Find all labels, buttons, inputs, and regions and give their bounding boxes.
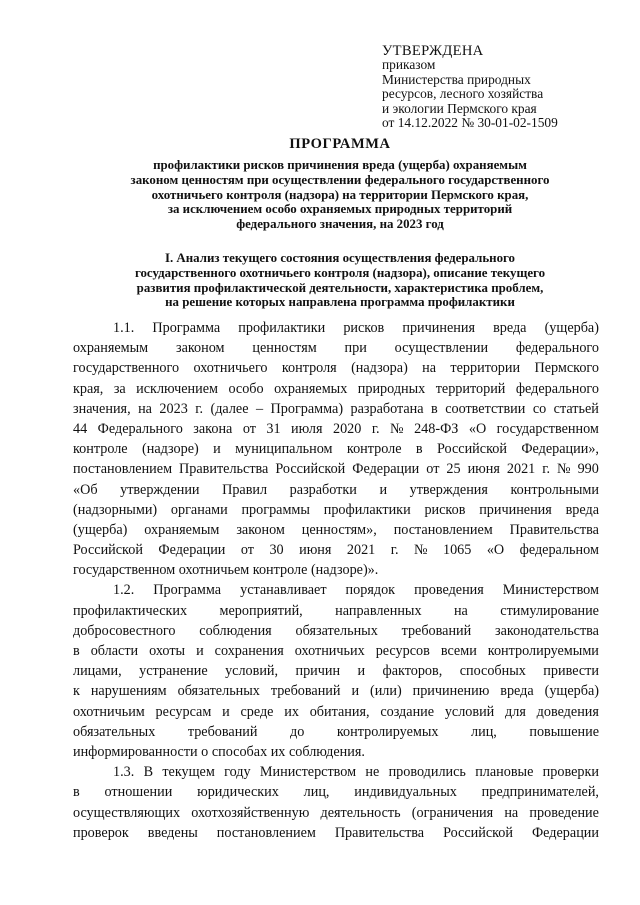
word: лиц, xyxy=(471,723,497,740)
word: Федерации xyxy=(531,824,599,841)
word: программы xyxy=(241,501,310,518)
word: утверждении xyxy=(120,481,200,498)
paragraph-line xyxy=(73,782,599,802)
word: и xyxy=(213,441,221,458)
paragraph-line xyxy=(73,742,599,762)
word: до xyxy=(290,723,305,740)
paragraph-1-1 xyxy=(73,318,599,580)
paragraph-line xyxy=(73,540,599,560)
word: при xyxy=(344,340,367,357)
word: края, xyxy=(73,380,104,397)
approval-line: ресурсов, лесного хозяйства xyxy=(382,86,544,102)
paragraph-line xyxy=(73,379,599,399)
word: мероприятий, xyxy=(219,602,303,619)
word: и xyxy=(222,703,230,720)
word: Федерального xyxy=(97,420,183,437)
word: июня xyxy=(467,461,500,478)
paragraph-line xyxy=(73,520,599,540)
word: и xyxy=(357,663,366,680)
word: проверок xyxy=(73,824,129,841)
word: проверки xyxy=(542,764,599,781)
word: № xyxy=(557,461,571,478)
word: всеми xyxy=(440,643,477,659)
word: требований xyxy=(187,723,258,740)
subtitle-line: федерального значения, на 2023 год xyxy=(236,217,444,232)
document-title: ПРОГРАММА xyxy=(289,136,391,152)
word: 248-ФЗ xyxy=(414,420,459,437)
word: г. xyxy=(195,400,204,417)
paragraph-line xyxy=(73,722,599,742)
section-heading-line: развития профилактической деятельности, характеристика проблем, xyxy=(136,280,544,295)
word: в xyxy=(73,643,80,659)
word: добросовестного xyxy=(73,622,176,639)
section-heading xyxy=(60,251,620,310)
subtitle-line: профилактики рисков причинения вреда (ущерба) охраняемым xyxy=(153,158,527,172)
word: в xyxy=(431,400,438,417)
word: исключением xyxy=(136,380,218,397)
word: в xyxy=(73,784,80,801)
word: Программа xyxy=(153,582,222,599)
word: разработана xyxy=(350,400,424,417)
word: (надзоре) xyxy=(142,441,199,458)
paragraph-line xyxy=(73,439,599,459)
word: Российской xyxy=(437,441,507,458)
word: федерального xyxy=(515,340,599,357)
word: юридических xyxy=(197,784,279,801)
paragraph-line xyxy=(73,500,599,520)
word: причин xyxy=(295,663,341,680)
word: органами xyxy=(170,501,228,518)
word: контроля xyxy=(281,360,337,377)
word: «О xyxy=(468,420,487,437)
word: в xyxy=(415,441,423,458)
word: июля xyxy=(291,420,323,437)
paragraph-line xyxy=(73,580,599,600)
word: проведения xyxy=(414,582,484,599)
paragraph-text: государственном охотничьем контроле (надзоре)». xyxy=(73,562,379,579)
word: (далее xyxy=(210,400,249,417)
word: постановлением xyxy=(393,521,493,538)
word: государственного xyxy=(73,360,180,377)
word: ресурсам xyxy=(155,703,212,720)
word: Правительства xyxy=(334,824,425,841)
word: 1.1. xyxy=(113,320,135,336)
word: контролируемыми xyxy=(487,643,599,659)
word: от xyxy=(426,461,440,478)
word: способных xyxy=(459,663,526,680)
word: особо xyxy=(228,380,264,397)
word: соблюдения xyxy=(199,622,272,639)
word: 44 xyxy=(73,420,88,437)
word: и xyxy=(196,643,204,659)
word: охоты xyxy=(149,643,186,659)
paragraph-line xyxy=(73,823,599,843)
word: 2021 xyxy=(506,461,536,478)
word: на xyxy=(453,602,468,619)
word: (надзора) xyxy=(351,360,408,377)
word: привести xyxy=(543,663,599,680)
word: законодательства xyxy=(495,622,599,639)
word: Российской xyxy=(443,824,513,841)
word: от xyxy=(242,420,256,437)
subtitle-line: за исключением особо охраняемых природных территорий xyxy=(167,202,513,217)
word: индивидуальных xyxy=(354,784,457,801)
word: территории xyxy=(450,360,521,377)
word: области xyxy=(90,643,139,659)
word: постановлением xyxy=(73,461,173,478)
word: 1.2. xyxy=(113,582,135,599)
word: осуществлении xyxy=(394,340,489,357)
word: профилактики xyxy=(323,501,411,518)
word: муниципальном xyxy=(235,441,333,458)
word: году xyxy=(224,764,251,781)
word: В xyxy=(143,764,154,781)
word: их xyxy=(284,703,299,720)
word: рисков xyxy=(343,320,385,336)
word: стимулирование xyxy=(500,602,599,619)
word: Российской xyxy=(73,542,143,559)
word: для xyxy=(505,703,526,720)
word: устранение xyxy=(139,663,208,680)
paragraph-line xyxy=(73,681,599,701)
word: ценностям», xyxy=(301,521,377,538)
word: порядок xyxy=(345,582,396,599)
word: контроле xyxy=(346,441,402,458)
approval-order-number: от 14.12.2022 № 30-01-02-1509 xyxy=(382,115,558,131)
word: Министерством xyxy=(502,582,599,599)
word: устанавливает xyxy=(240,582,327,599)
word: статьей xyxy=(553,400,599,417)
paragraph-line xyxy=(73,399,599,419)
paragraph-line xyxy=(73,621,599,641)
word: (ущерба) xyxy=(544,683,599,700)
word: охраняемым xyxy=(73,340,149,357)
word: июня xyxy=(299,542,332,559)
paragraph-line xyxy=(73,358,599,378)
word: № xyxy=(390,420,404,437)
word: сохранения xyxy=(214,643,284,659)
subtitle-line: охотничьего контроля (надзора) на территории Пермского края, xyxy=(151,187,529,202)
word: 2021 xyxy=(346,542,376,559)
word: отношении xyxy=(104,784,173,801)
word: условий xyxy=(444,703,495,720)
word: Программа) xyxy=(270,400,344,417)
word: предпринимателей, xyxy=(481,784,599,801)
word: нарушениям xyxy=(90,683,167,700)
word: причинения xyxy=(402,320,475,336)
word: повышение xyxy=(529,723,599,740)
word: к xyxy=(73,683,80,700)
word: требований xyxy=(401,622,472,639)
word: охотничьего xyxy=(193,360,268,377)
word: утверждения xyxy=(409,481,488,498)
paragraph-line xyxy=(73,661,599,681)
paragraph-1-3 xyxy=(73,762,599,843)
word: 25 xyxy=(446,461,461,478)
word: «О xyxy=(486,542,505,559)
word: Правительства xyxy=(179,461,269,478)
paragraph-line xyxy=(73,318,599,338)
paragraph-line xyxy=(73,338,599,358)
word: (ограничения xyxy=(411,804,494,821)
word: охраняемым xyxy=(144,521,220,538)
word: (ущерба) xyxy=(73,521,128,538)
word: 990 xyxy=(577,461,599,478)
section-heading-line: I. Анализ текущего состояния осуществления федерального xyxy=(164,251,516,265)
approval-stamp xyxy=(382,44,622,130)
word: Российской xyxy=(275,461,346,478)
word: со xyxy=(532,400,547,417)
word: введены xyxy=(147,824,198,841)
word: создание xyxy=(380,703,435,720)
word: закона xyxy=(193,420,233,437)
word: вреда xyxy=(565,501,599,518)
word: проведение xyxy=(529,804,599,821)
word: не xyxy=(365,764,380,781)
word: осуществляющих xyxy=(73,804,181,821)
word: плановые xyxy=(475,764,534,781)
word: (надзорными) xyxy=(73,501,158,518)
word: разработки xyxy=(289,481,357,498)
word: 2023 xyxy=(159,400,188,417)
subtitle-line: законом ценностям при осуществлении федерального государственного xyxy=(130,172,550,187)
word: федеральном xyxy=(519,542,599,559)
body-text xyxy=(73,318,599,843)
paragraph-line xyxy=(73,762,599,782)
word: (или) xyxy=(369,683,402,700)
word: деятельность xyxy=(320,804,401,821)
word: текущем xyxy=(162,764,215,781)
approval-line: и экологии Пермского края xyxy=(382,100,537,116)
word: значения, xyxy=(73,400,131,417)
paragraph-line xyxy=(73,419,599,439)
word: контрольными xyxy=(510,481,599,498)
section-heading-line: государственного охотничьего контроля (надзора), описание текущего xyxy=(134,265,546,280)
word: контроле xyxy=(73,441,128,458)
word: охотхозяйственную xyxy=(191,804,310,821)
word: 1065 xyxy=(442,542,472,559)
word: обязательных xyxy=(295,622,378,639)
word: г. xyxy=(371,420,380,437)
word: Правил xyxy=(222,481,268,498)
word: факторов, xyxy=(382,663,443,680)
word: лицами, xyxy=(73,663,122,680)
word: Федерации xyxy=(158,542,226,559)
paragraph-line xyxy=(73,459,599,479)
word: на xyxy=(138,400,152,417)
word: охотничьим xyxy=(73,703,145,720)
paragraph-line xyxy=(73,702,599,722)
word: за xyxy=(113,380,126,397)
paragraph-line xyxy=(73,601,599,621)
word: направленных xyxy=(335,602,422,619)
word: профилактики xyxy=(238,320,326,336)
word: федерального xyxy=(515,380,599,397)
word: условий, xyxy=(225,663,279,680)
word: 1.3. xyxy=(113,764,135,781)
word: г. xyxy=(390,542,399,559)
word: г. xyxy=(542,461,551,478)
word: профилактических xyxy=(73,602,188,619)
word: ресурсов xyxy=(375,643,430,659)
word: Федерации xyxy=(352,461,420,478)
word: вреда xyxy=(500,683,534,700)
word: – xyxy=(255,400,264,417)
word: соответствии xyxy=(445,400,526,417)
word: обитания, xyxy=(309,703,370,720)
paragraph-line xyxy=(73,641,599,661)
word: законом xyxy=(175,340,225,357)
paragraph-text: информированности о способах их соблюдения. xyxy=(73,743,365,760)
word: № xyxy=(413,542,428,559)
word: законом xyxy=(236,521,285,538)
word: контролируемых xyxy=(336,723,439,740)
approval-line: Министерства природных xyxy=(382,71,531,87)
word: 2020 xyxy=(332,420,362,437)
word: природных xyxy=(357,380,426,397)
word: Программа xyxy=(152,320,221,336)
document-subtitle xyxy=(60,158,620,232)
word: территорий xyxy=(435,380,506,397)
word: на xyxy=(422,360,437,377)
word: (ущерба) xyxy=(544,320,599,336)
word: ценностям xyxy=(252,340,317,357)
word: Пермского xyxy=(534,360,599,377)
word: охраняемых xyxy=(274,380,348,397)
approval-line: приказом xyxy=(382,57,436,73)
paragraph-line xyxy=(73,480,599,500)
word: Федерации», xyxy=(521,441,599,458)
word: охотничьих xyxy=(294,643,365,659)
word: вреда xyxy=(493,320,527,336)
word: и xyxy=(379,481,388,498)
word: причинения xyxy=(479,501,552,518)
word: государственном xyxy=(496,420,599,437)
word: 31 xyxy=(266,420,281,437)
paragraph-line xyxy=(73,560,599,580)
word: доведения xyxy=(536,703,599,720)
word: на xyxy=(504,804,519,821)
word: от xyxy=(240,542,254,559)
word: проводились xyxy=(388,764,466,781)
word: требований xyxy=(270,683,341,700)
word: среде xyxy=(240,703,274,720)
word: обязательных xyxy=(177,683,260,700)
section-heading-line: на решение которых направлена программа профилактики xyxy=(165,295,515,310)
word: 30 xyxy=(269,542,284,559)
approval-heading: УТВЕРЖДЕНА xyxy=(382,43,484,59)
word: лиц, xyxy=(303,784,330,801)
paragraph-line xyxy=(73,803,599,823)
word: Правительства xyxy=(509,521,599,538)
paragraph-1-2 xyxy=(73,580,599,762)
word: Министерством xyxy=(259,764,357,781)
word: и xyxy=(351,683,360,700)
word: обязательных xyxy=(73,723,156,740)
word: «Об xyxy=(73,481,98,498)
word: причинению xyxy=(412,683,490,700)
word: рисков xyxy=(424,501,466,518)
word: постановлением xyxy=(216,824,316,841)
